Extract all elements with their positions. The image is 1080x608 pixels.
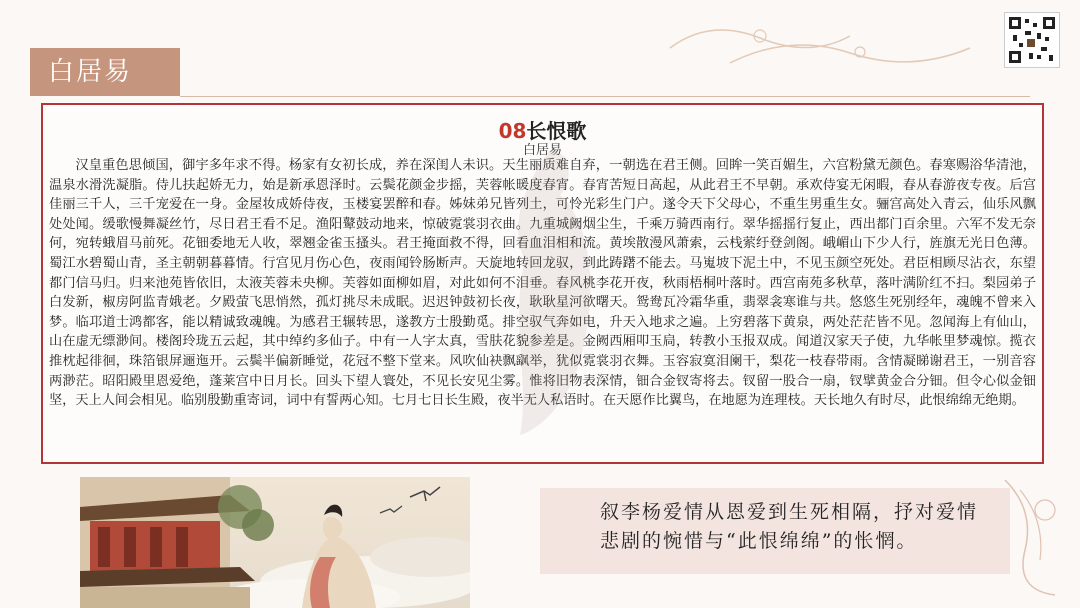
decorative-cloud-lines bbox=[650, 8, 990, 78]
decorative-corner-lines bbox=[985, 470, 1075, 600]
poem-number: 08 bbox=[498, 119, 527, 143]
poem-panel bbox=[41, 103, 1044, 464]
poem-title-text: 长恨歌 bbox=[526, 119, 587, 143]
header-divider bbox=[180, 96, 1030, 97]
palace-lady-painting bbox=[80, 477, 470, 608]
poem-body: 汉皇重色思倾国，御宇多年求不得。杨家有女初长成，养在深闺人未识。天生丽质难自弃，一朝选在君王侧。回眸一笑百媚生，六宫粉黛无颜色。春寒赐浴华清池，温泉水滑洗凝脂。侍儿扶起娇无力，始是新承恩泽时。云鬓花颜金步摇，芙蓉帐暖度春宵。春宵苦短日高起，从此君王不早朝。承欢侍宴无闲暇，春从春游夜专夜。后宫佳丽三千人，三千宠爱在一身。金屋妆成娇侍夜，玉楼宴罢醉和春。姊妹弟兄皆列土，可怜光彩生门户。遂令天下父母心，不重生男重生女。骊宫高处入青云，仙乐风飘处处闻。缓歌慢舞凝丝竹，尽日君王看不足。渔阳鼙鼓动地来，惊破霓裳羽衣曲。九重城阙烟尘生，千乘万骑西南行。翠华摇摇行复止，西出都门百余里。六军不发无奈何，宛转蛾眉马前死。花钿委地无人收，翠翘金雀玉搔头。君王掩面救不得，回看血泪相和流。黄埃散漫风萧索，云栈萦纡登剑阁。峨嵋山下少人行，旌旗无光日色薄。蜀江水碧蜀山青，圣主朝朝暮暮情。行宫见月伤心色，夜雨闻铃肠断声。天旋地转回龙驭，到此踌躇不能去。马嵬坡下泥土中，不见玉颜空死处。君臣相顾尽沾衣，东望都门信马归。归来池苑皆依旧，太液芙蓉未央柳。芙蓉如面柳如眉，对此如何不泪垂。春风桃李花开夜，秋雨梧桐叶落时。西宫南苑多秋草，落叶满阶红不扫。梨园弟子白发新，椒房阿监青娥老。夕殿萤飞思悄然，孤灯挑尽未成眠。迟迟钟鼓初长夜，耿耿星河欲曙天。鸳鸯瓦冷霜华重，翡翠衾寒谁与共。悠悠生死别经年，魂魄不曾来入梦。临邛道士鸿都客，能以精诚致魂魄。为感君王辗转思，遂教方士殷勤觅。排空驭气奔如电，升天入地求之遍。上穷碧落下黄泉，两处茫茫皆不见。忽闻海上有仙山，山在虚无缥渺间。楼阁玲珑五云起，其中绰约多仙子。中有一人字太真，雪肤花貌参差是。金阙西厢叩玉扃，转教小玉报双成。闻道汉家天子使，九华帐里梦魂惊。揽衣推枕起徘徊，珠箔银屏逦迤开。云鬓半偏新睡觉，花冠不整下堂来。风吹仙袂飘飖举，犹似霓裳羽衣舞。玉容寂寞泪阑干，梨花一枝春带雨。含情凝睇谢君王，一别音容两渺茫。昭阳殿里恩爱绝，蓬莱宫中日月长。回头下望人寰处，不见长安见尘雾。惟将旧物表深情，钿合金钗寄将去。钗留一股合一扇，钗擘黄金合分钿。但令心似金钿坚，天上人间会相见。临别殷勤重寄词，词中有誓两心知。七月七日长生殿，夜半无人私语时。在天愿作比翼鸟，在地愿为连理枝。天长地久有时尽，此恨绵绵无绝期。 bbox=[49, 158, 1036, 409]
author-tab: 白居易 bbox=[30, 48, 180, 96]
poem-author: 白居易 bbox=[522, 143, 562, 158]
qr-code-icon bbox=[1004, 12, 1060, 68]
summary-note: 叙李杨爱情从恩爱到生死相隔，抒对爱情悲剧的惋惜与“此恨绵绵”的怅惘。 bbox=[540, 488, 1010, 574]
